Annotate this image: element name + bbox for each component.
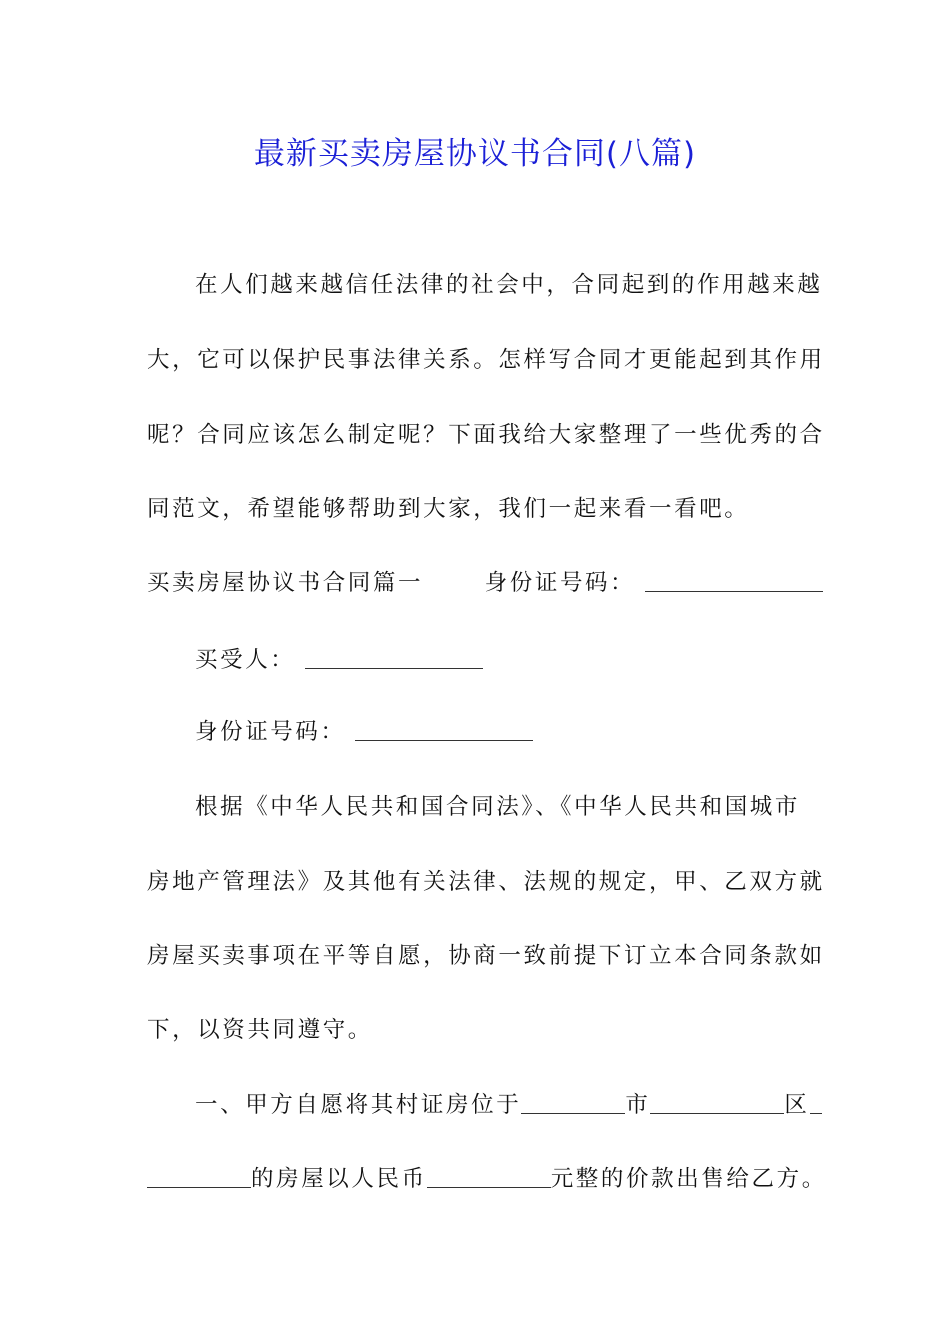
basis-line-1: 根据《中华人民共和国合同法》、《中华人民共和国城市 — [195, 794, 801, 820]
section-heading: 买卖房屋协议书合同篇一 — [147, 570, 424, 596]
clause-one-line-2 — [147, 1164, 827, 1194]
intro-line-1: 在人们越来越信任法律的社会中，合同起到的作用越来越 — [195, 272, 823, 298]
clause-one-text-c: 区 — [784, 1092, 810, 1118]
clause-one-text-d: 的房屋以人民币 — [251, 1166, 427, 1192]
buyer-id-label: 身份证号码： — [195, 719, 346, 745]
clause-one-text-b: 市 — [625, 1092, 651, 1118]
basis-line-3: 房屋买卖事项在平等自愿，协商一致前提下订立本合同条款如 — [147, 943, 825, 969]
document-title: 最新买卖房屋协议书合同(八篇) — [253, 136, 697, 172]
price-blank[interactable] — [427, 1165, 551, 1188]
clause-one-line-1 — [195, 1090, 875, 1120]
id-number-blank[interactable] — [645, 569, 823, 592]
location-blank-end[interactable] — [147, 1165, 251, 1188]
buyer-id-row — [195, 717, 875, 747]
intro-line-4: 同范文，希望能够帮助到大家，我们一起来看一看吧。 — [147, 496, 750, 522]
id-number-label: 身份证号码： — [484, 570, 636, 596]
buyer-id-blank[interactable] — [355, 718, 533, 741]
intro-line-2: 大，它可以保护民事法律关系。怎样写合同才更能起到其作用 — [147, 347, 825, 373]
basis-line-4: 下，以资共同遵守。 — [147, 1017, 373, 1043]
city-blank[interactable] — [521, 1091, 625, 1114]
basis-line-2: 房地产管理法》及其他有关法律、法规的规定，甲、乙双方就 — [147, 869, 825, 895]
district-blank[interactable] — [650, 1091, 784, 1114]
clause-one-text-e: 元整的价款出售给乙方。 — [550, 1166, 827, 1192]
buyer-blank[interactable] — [305, 646, 483, 669]
buyer-label: 买受人： — [195, 647, 296, 673]
intro-line-3: 呢？合同应该怎么制定呢？下面我给大家整理了一些优秀的合 — [147, 422, 825, 448]
location-blank-start[interactable] — [810, 1091, 822, 1114]
section-heading-row — [147, 568, 827, 598]
buyer-row — [195, 645, 875, 675]
clause-one-text-a: 一、甲方自愿将其村证房位于 — [195, 1092, 522, 1118]
